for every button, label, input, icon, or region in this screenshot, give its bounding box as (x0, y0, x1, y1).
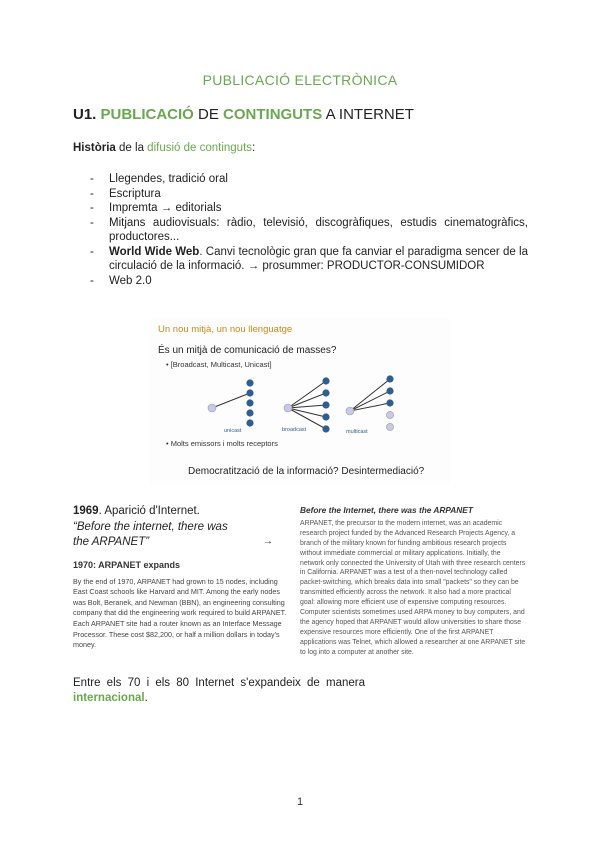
sender-node (284, 404, 292, 412)
list-item-bold: World Wide Web (109, 245, 200, 258)
unit-word-2: DE (198, 106, 219, 123)
intl-end: . (144, 692, 148, 704)
sender-node (208, 404, 216, 412)
figure-footer: Democratització de la informació? Desintermediació? (188, 466, 425, 477)
year-text: . Aparició d'Internet. (98, 505, 200, 517)
receiver-node (246, 379, 253, 386)
idle-node (386, 411, 393, 418)
intl-highlight: internacional (73, 692, 145, 704)
history-colon: : (252, 142, 256, 154)
list-bullet: - (90, 173, 94, 185)
arpanet-expands-excerpt (73, 560, 291, 651)
list-item (90, 172, 528, 187)
arrow-right: → (263, 536, 273, 547)
excerpt-body: ARPANET, the precursor to the modern internet, was an academic research project funded by the Advanced Research Projects Agency, a branch of the military known for funding ambitious research projects without immediate commercial or military applications. Initially, the network only connected the University of Utah with three research centers in California. ARPANET was a test of a then-novel technology called packet-switching, which breaks data into small "packets" so they can be transmitted efficiently across the network. It also had a more practical goal: allowing more efficient use of expensive computing resources. Computer scientists sometimes used ARPA money to buy computers, and the agency hoped that ARPANET would allow universities to share those expensive resources more efficiently. One of the first ARPANET applications was Telnet, which allowed a researcher at one ARPANET site to log into a computer at another site. (300, 519, 526, 656)
list-bullet: - (90, 216, 94, 229)
history-list (90, 172, 528, 288)
receiver-node (246, 409, 253, 416)
receiver-node (246, 399, 253, 406)
receiver-node (322, 401, 329, 408)
unicast-diagram (208, 379, 254, 434)
broadcast-diagram (282, 377, 330, 433)
excerpt-heading: 1970: ARPANET expands (73, 560, 181, 570)
transmission-figure (150, 318, 450, 484)
history-label: Història (73, 142, 116, 154)
list-item-text: Llegendes, tradició oral (109, 173, 228, 185)
list-item-text: . Canvi tecnològic gran que fa canviar el paradigma sencer de la circulació de la informació. → prosummer: PRODUCTOR-CONSUMIDOR (109, 245, 528, 272)
list-bullet: - (90, 245, 94, 258)
unit-prefix: U1. (73, 106, 97, 123)
list-item (90, 245, 528, 274)
receiver-node (322, 425, 329, 432)
figure-question: És un mitjà de comunicació de masses? (158, 345, 337, 356)
excerpt-heading: Before the Internet, there was the ARPANET (300, 505, 473, 515)
list-item-text: Impremta → editorials (109, 202, 222, 214)
list-item (90, 274, 528, 289)
receiver-node (322, 389, 329, 396)
sender-node (346, 407, 354, 415)
history-mid: de la (119, 142, 144, 154)
list-item (90, 201, 528, 216)
quote-line-1: “Before the internet, there was (73, 521, 228, 533)
label-unicast: unicast (224, 428, 242, 434)
list-item-text: Escriptura (109, 187, 161, 200)
list-item (90, 216, 528, 245)
list-bullet: - (90, 187, 94, 200)
figure-bullet-2: • Molts emissors i molts receptors (166, 439, 278, 448)
multicast-diagram (346, 375, 394, 435)
label-multicast: multicast (346, 429, 368, 435)
history-topic: difusió de continguts (147, 142, 253, 154)
transmission-diagram (150, 373, 450, 439)
intl-text: Entre els 70 i els 80 Internet s'expandeix de manera (73, 677, 365, 689)
excerpt-body: By the end of 1970, ARPANET had grown to 15 nodes, including East Coast schools like Harvard and MIT. Among the early nodes was Bolt, Beranek, and Newman (BBN), an engineering consulting company that did the engineering work required to build ARPANET. Each ARPANET site had a router known as an Interface Message Processor. These cost $82,200, or half a million dollars in today's money. (73, 576, 287, 650)
figure-bullet-1: • [Broadcast, Multicast, Unicast] (166, 360, 272, 369)
unit-word-4: A INTERNET (325, 106, 414, 123)
unit-word-1: PUBLICACIÓ (100, 106, 194, 123)
list-bullet: - (90, 274, 94, 287)
receiver-node (386, 375, 393, 382)
figure-title: Un nou mitjà, un nou llenguatge (158, 324, 293, 335)
document-title: PUBLICACIÓ ELECTRÒNICA (202, 72, 398, 88)
idle-node (386, 423, 393, 430)
international-expansion (73, 676, 365, 706)
receiver-node (246, 419, 253, 426)
quote-line-2: the ARPANET” (73, 536, 150, 548)
label-broadcast: broadcast (282, 427, 307, 433)
receiver-node (386, 387, 393, 394)
unit-title (73, 106, 414, 123)
before-internet-excerpt (300, 506, 526, 658)
year-heading (73, 505, 200, 517)
receiver-node (322, 413, 329, 420)
list-item-text: Mitjans audiovisuals: ràdio, televisió, discogràfiques, estudis cinematogràfics, productores... (109, 216, 528, 243)
list-item (90, 187, 528, 202)
list-bullet: - (90, 202, 94, 214)
receiver-node (322, 377, 329, 384)
unit-word-3: CONTINGUTS (223, 106, 323, 123)
arpanet-quote (73, 520, 228, 550)
receiver-node (386, 399, 393, 406)
page-number: 1 (296, 796, 304, 808)
list-item-text: Web 2.0 (109, 274, 152, 287)
year: 1969 (73, 505, 99, 517)
receiver-node (246, 389, 253, 396)
history-heading (73, 142, 255, 154)
